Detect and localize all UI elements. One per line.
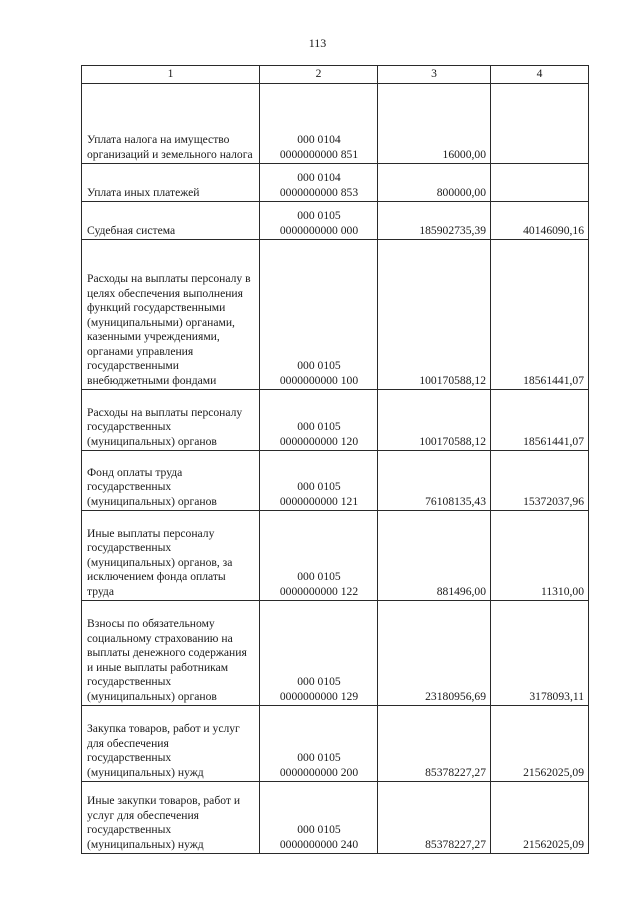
row-code	[260, 601, 378, 706]
table-row	[82, 782, 589, 854]
row-code	[260, 706, 378, 782]
row-code	[260, 202, 378, 240]
row-name: Расходы на выплаты персоналу государственных (муниципальных) органов	[82, 390, 260, 451]
row-value-col4: 21562025,09	[491, 782, 589, 854]
row-code-item: 0000000000 129	[279, 689, 359, 703]
row-value-col4	[491, 164, 589, 202]
row-name: Уплата налога на имущество организаций и земельного налога	[82, 84, 260, 164]
table-row	[82, 202, 589, 240]
row-value-col4: 18561441,07	[491, 390, 589, 451]
table-row	[82, 164, 589, 202]
row-code-section: 000 0105	[297, 420, 341, 433]
row-value-col3: 16000,00	[378, 84, 491, 164]
row-name: Закупка товаров, работ и услуг для обеспечения государственных (муниципальных) нужд	[82, 706, 260, 782]
row-name: Судебная система	[82, 202, 260, 240]
row-code	[260, 451, 378, 511]
row-value-col4: 3178093,11	[491, 601, 589, 706]
row-value-col3: 100170588,12	[378, 240, 491, 390]
column-header-1: 1	[82, 66, 260, 84]
row-code-item: 0000000000 200	[279, 765, 359, 779]
row-value-col4: 21562025,09	[491, 706, 589, 782]
row-code	[260, 782, 378, 854]
row-code-item: 0000000000 240	[279, 837, 359, 851]
row-code-item: 0000000000 100	[279, 373, 359, 387]
row-value-col4	[491, 84, 589, 164]
row-code-item: 0000000000 000	[279, 223, 359, 237]
row-code-section: 000 0105	[297, 209, 341, 222]
row-code	[260, 511, 378, 601]
row-code-section: 000 0104	[297, 133, 341, 146]
column-header-2: 2	[260, 66, 378, 84]
row-code	[260, 84, 378, 164]
row-code	[260, 240, 378, 390]
row-code-section: 000 0105	[297, 359, 341, 372]
row-name: Иные закупки товаров, работ и услуг для обеспечения государственных (муниципальных) нужд	[82, 782, 260, 854]
page-number: 113	[308, 36, 327, 50]
row-code-item: 0000000000 122	[279, 584, 359, 598]
row-value-col4: 18561441,07	[491, 240, 589, 390]
row-value-col3: 881496,00	[378, 511, 491, 601]
table-row	[82, 511, 589, 601]
table-row	[82, 240, 589, 390]
row-code-section: 000 0105	[297, 823, 341, 836]
column-header-4: 4	[491, 66, 589, 84]
row-value-col4: 15372037,96	[491, 451, 589, 511]
row-value-col4: 40146090,16	[491, 202, 589, 240]
table-row	[82, 390, 589, 451]
row-code-item: 0000000000 120	[279, 434, 359, 448]
row-code-section: 000 0105	[297, 675, 341, 688]
column-header-3: 3	[378, 66, 491, 84]
row-code-item: 0000000000 121	[279, 494, 359, 508]
row-code-item: 0000000000 853	[279, 185, 359, 199]
table-row	[82, 601, 589, 706]
budget-table	[81, 65, 589, 854]
row-name: Взносы по обязательному социальному страхованию на выплаты денежного содержания и иные выплаты работникам государственных (муниципальных) органов	[82, 601, 260, 706]
row-value-col3: 185902735,39	[378, 202, 491, 240]
row-code-section: 000 0105	[297, 570, 341, 583]
row-value-col3: 76108135,43	[378, 451, 491, 511]
table-header-row	[82, 66, 589, 84]
row-code-section: 000 0105	[297, 480, 341, 493]
row-value-col4: 11310,00	[491, 511, 589, 601]
row-value-col3: 23180956,69	[378, 601, 491, 706]
row-code	[260, 390, 378, 451]
row-name: Иные выплаты персоналу государственных (муниципальных) органов, за исключением фонда оплаты труда	[82, 511, 260, 601]
table-row	[82, 706, 589, 782]
row-name: Фонд оплаты труда государственных (муниципальных) органов	[82, 451, 260, 511]
row-code-item: 0000000000 851	[279, 147, 359, 161]
row-code	[260, 164, 378, 202]
row-name: Расходы на выплаты персоналу в целях обеспечения выполнения функций государственными (муниципальными) органами, казенными учреждениями, органами управления государственными внебюджетными фондами	[82, 240, 260, 390]
row-value-col3: 800000,00	[378, 164, 491, 202]
row-value-col3: 100170588,12	[378, 390, 491, 451]
row-code-section: 000 0104	[297, 171, 341, 184]
row-code-section: 000 0105	[297, 751, 341, 764]
row-name: Уплата иных платежей	[82, 164, 260, 202]
row-value-col3: 85378227,27	[378, 782, 491, 854]
row-value-col3: 85378227,27	[378, 706, 491, 782]
table-row	[82, 84, 589, 164]
table-row	[82, 451, 589, 511]
